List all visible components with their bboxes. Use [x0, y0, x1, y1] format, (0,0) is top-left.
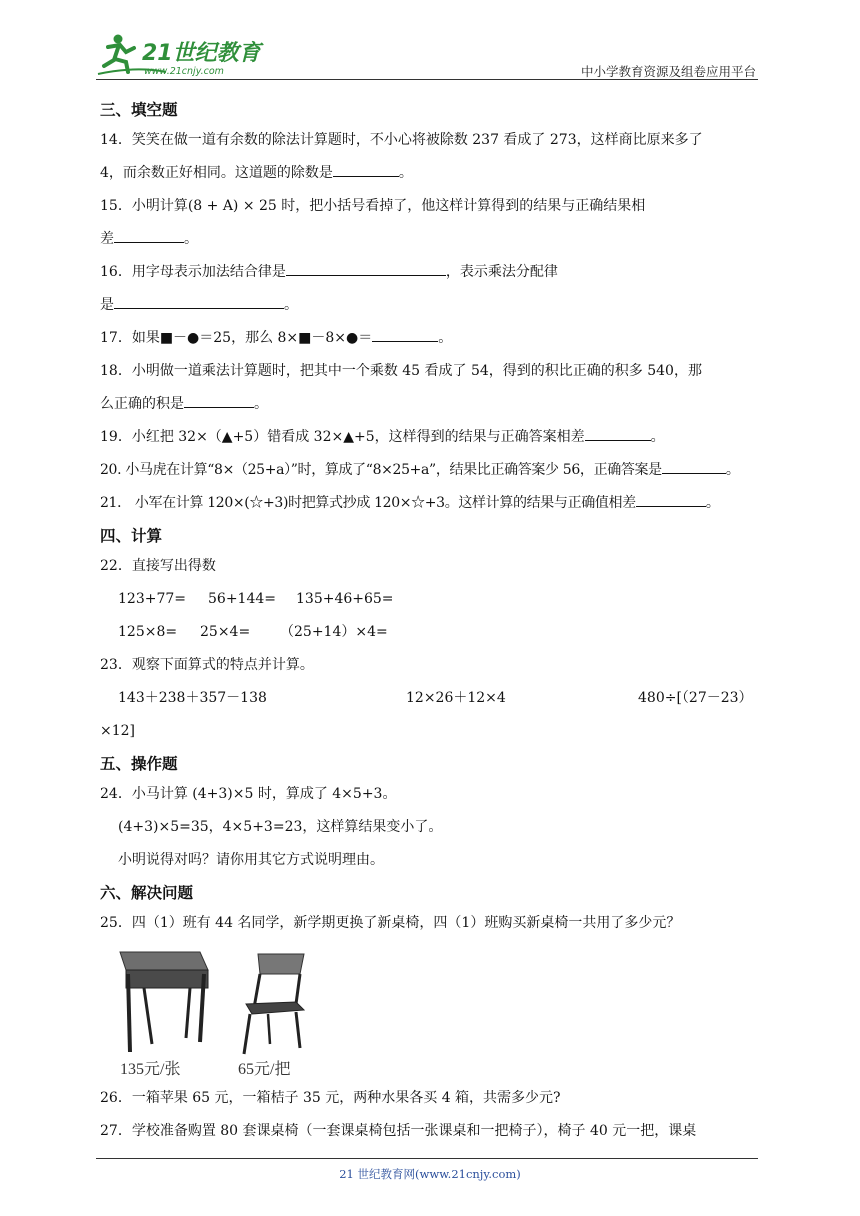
footer-divider: [96, 1158, 758, 1159]
answer-blank[interactable]: [114, 293, 284, 309]
section-calculation: 四、计算: [100, 527, 163, 545]
section-operation: 五、操作题: [100, 755, 178, 773]
q18-line1: 18．小明做一道乘法计算题时，把其中一个乘数 45 看成了 54，得到的积比正确的积多 540，那: [100, 363, 702, 379]
q22-title: 22．直接写出得数: [100, 558, 216, 574]
q23-title: 23．观察下面算式的特点并计算。: [100, 657, 314, 673]
q14-line2: 4，而余数正好相同。这道题的除数是 。: [100, 157, 762, 190]
q27: 27．学校准备购置 80 套课桌椅（一套课桌椅包括一张课桌和一把椅子），椅子 40 元一把，课桌: [100, 1123, 697, 1139]
svg-text:www.21cnjy.com: www.21cnjy.com: [144, 66, 224, 77]
q26: 26．一箱苹果 65 元，一箱桔子 35 元，两种水果各买 4 箱，共需多少元?: [100, 1090, 561, 1106]
expr: 25×4=: [200, 624, 251, 640]
answer-blank[interactable]: [372, 326, 438, 342]
answer-blank[interactable]: [636, 491, 706, 507]
q18-line2: 么正确的积是 。: [100, 388, 762, 421]
q24-line2: (4+3)×5=35，4×5+3=23，这样算结果变小了。: [118, 819, 443, 835]
q19: 19．小红把 32×（▲+5）错看成 32×▲+5，这样得到的结果与正确答案相差 。: [100, 421, 762, 454]
expr: 143＋238＋357－138: [118, 690, 267, 706]
chair-price-label: 65元/把: [238, 1061, 291, 1078]
q23-expressions: [100, 682, 762, 715]
expr: 480÷[（27－23）: [638, 690, 753, 706]
section-fill-in: 三、填空题: [100, 101, 178, 119]
expr: 125×8=: [118, 624, 178, 640]
desk-price-label: 135元/张: [120, 1061, 181, 1078]
answer-blank[interactable]: [114, 227, 184, 243]
q15-line2: 差 。: [100, 223, 762, 256]
q23-expression-cont: ×12]: [100, 723, 136, 739]
expr: 135+46+65=: [296, 591, 394, 607]
q20: 20. 小马虎在计算“8×（25+a）”时，算成了“8×25+a”，结果比正确答案少 56，正确答案是 。: [100, 454, 762, 487]
q22-row2: [100, 616, 762, 649]
answer-blank[interactable]: [184, 392, 254, 408]
q14-line1: 14．笑笑在做一道有余数的除法计算题时，不小心将被除数 237 看成了 273，这样商比原来多了: [100, 132, 703, 148]
q24-line1: 24．小马计算 (4+3)×5 时，算成了 4×5+3。: [100, 786, 397, 802]
expr: 123+77=: [118, 591, 186, 607]
q22-row1: [100, 583, 762, 616]
header-divider: [96, 79, 758, 80]
answer-blank[interactable]: [585, 425, 651, 441]
logo-21cnjy: [96, 32, 266, 78]
answer-blank[interactable]: [662, 458, 726, 474]
q16-line1: 16．用字母表示加法结合律是 ，表示乘法分配律: [100, 256, 762, 289]
platform-name: 中小学教育资源及组卷应用平台: [580, 64, 756, 79]
expr: 56+144=: [208, 591, 276, 607]
q17: 17．如果■－●＝25，那么 8×■－8×●＝ 。: [100, 322, 762, 355]
section-problem-solving: 六、解决问题: [100, 884, 194, 902]
q15-line1: 15．小明计算(8 + A) × 25 时，把小括号看掉了，他这样计算得到的结果与正确结果相: [100, 198, 646, 214]
page-footer: 21 世纪教育网(www.21cnjy.com): [339, 1167, 521, 1181]
furniture-illustration: [100, 944, 762, 1080]
desk-chair-image: [100, 944, 320, 1080]
q24-line3: 小明说得对吗？请你用其它方式说明理由。: [118, 852, 384, 868]
expr: 12×26＋12×4: [406, 690, 506, 706]
svg-text:21世纪教育: 21世纪教育: [142, 41, 261, 66]
answer-blank[interactable]: [333, 161, 399, 177]
page-header: [96, 30, 758, 80]
worksheet-content: [100, 94, 762, 1148]
answer-blank[interactable]: [286, 260, 446, 276]
q21: 21． 小军在计算 120×(☆+3)时把算式抄成 120×☆+3。这样计算的结果与正确值相差 。: [100, 487, 762, 520]
q16-line2: 是 。: [100, 289, 762, 322]
expr: （25+14）×4=: [280, 624, 388, 640]
q25: 25．四（1）班有 44 名同学，新学期更换了新桌椅，四（1）班购买新桌椅一共用了多少元？: [100, 915, 681, 931]
